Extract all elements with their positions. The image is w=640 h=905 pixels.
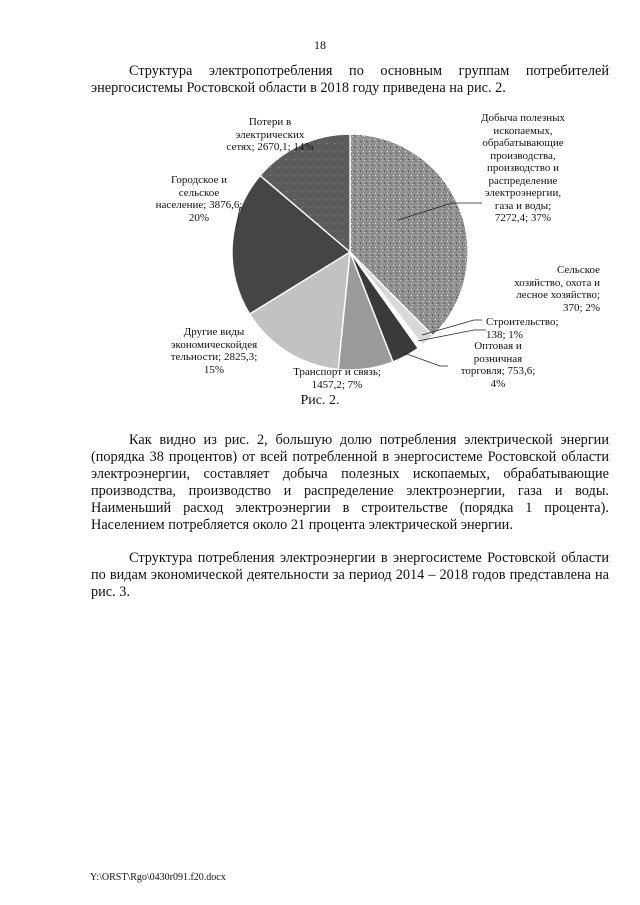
label-agriculture <box>480 264 600 314</box>
pie-chart <box>140 108 620 408</box>
label-transport-line: Транспорт и связь; <box>293 366 381 378</box>
label-population-line: Городское и <box>171 174 227 186</box>
label-losses <box>210 116 330 154</box>
label-mining <box>458 112 588 225</box>
label-mining-line: обрабатывающие <box>482 137 564 149</box>
label-mining-line: электроэнергии, <box>484 187 562 199</box>
label-agriculture-line: 370; 2% <box>563 301 600 314</box>
label-mining-line: распределение <box>488 174 558 187</box>
label-losses-line: электрических <box>235 128 305 141</box>
label-mining-line: 7272,4; 37% <box>494 212 552 224</box>
label-trade-line: розничная <box>473 352 523 365</box>
label-trade-line: торговля; 753,6; <box>460 365 536 377</box>
label-other-line: Другие виды <box>183 326 245 338</box>
label-transport-line: 1457,2; 7% <box>311 378 363 391</box>
label-other-line: 15% <box>203 363 225 376</box>
label-transport <box>282 366 392 391</box>
label-trade-line: Оптовая и <box>474 340 522 352</box>
label-trade-line: 4% <box>490 377 506 390</box>
label-construction-line: Строительство; <box>486 316 559 328</box>
analysis-paragraph: Как видно из рис. 2, большую долю потребления электрической энергии (порядка 38 процентов) от всей потребленной в энергосистеме Ростовской области электроэнергии, составляет добыча полезных ископаемых, обрабатывающие производства, производство и распределение электроэнергии, газа и воды. Наименьший расход электроэнергии в строительстве (порядка 1 процента). Населением потребляется около 21 процента электрической энергии. <box>91 432 609 533</box>
label-other-line: экономическойдея <box>170 338 258 351</box>
label-population-line: 20% <box>188 211 210 224</box>
label-trade <box>448 340 548 390</box>
label-mining-line: ископаемых, <box>493 124 553 137</box>
label-losses-line: Потери в <box>248 116 292 128</box>
label-mining-line: Добыча полезных <box>480 112 566 124</box>
label-population-line: население; 3876,6; <box>155 199 243 211</box>
label-other <box>154 326 274 376</box>
label-agriculture-line: Сельское <box>556 264 600 276</box>
figure-caption: Рис. 2. <box>300 393 340 408</box>
label-agriculture-line: лесное хозяйство; <box>516 289 600 301</box>
label-construction-line: 138; 1% <box>486 328 523 341</box>
label-mining-line: производство и <box>487 162 559 174</box>
intro-paragraph: Структура электропотребления по основным группам потребителей энергосистемы Ростовской области в 2018 году приведена на рис. 2. <box>91 63 609 96</box>
label-population <box>144 174 254 224</box>
label-mining-line: газа и воды; <box>494 199 552 212</box>
label-agriculture-line: хозяйство, охота и <box>514 276 600 289</box>
label-other-line: тельности; 2825,3; <box>170 351 258 363</box>
label-mining-line: производства, <box>490 149 556 162</box>
label-construction <box>486 316 574 341</box>
label-losses-line: сетях; 2670,1; 14% <box>226 141 314 153</box>
footer-file-path: Y:\ORST\Rgo\0430r091.f20.docx <box>90 872 226 883</box>
page-number: 18 <box>314 38 326 52</box>
label-population-line: сельское <box>178 186 220 199</box>
next-paragraph: Структура потребления электроэнергии в энергосистеме Ростовской области по видам экономической деятельности за период 2014 – 2018 годов представлена на рис. 3. <box>91 550 609 600</box>
